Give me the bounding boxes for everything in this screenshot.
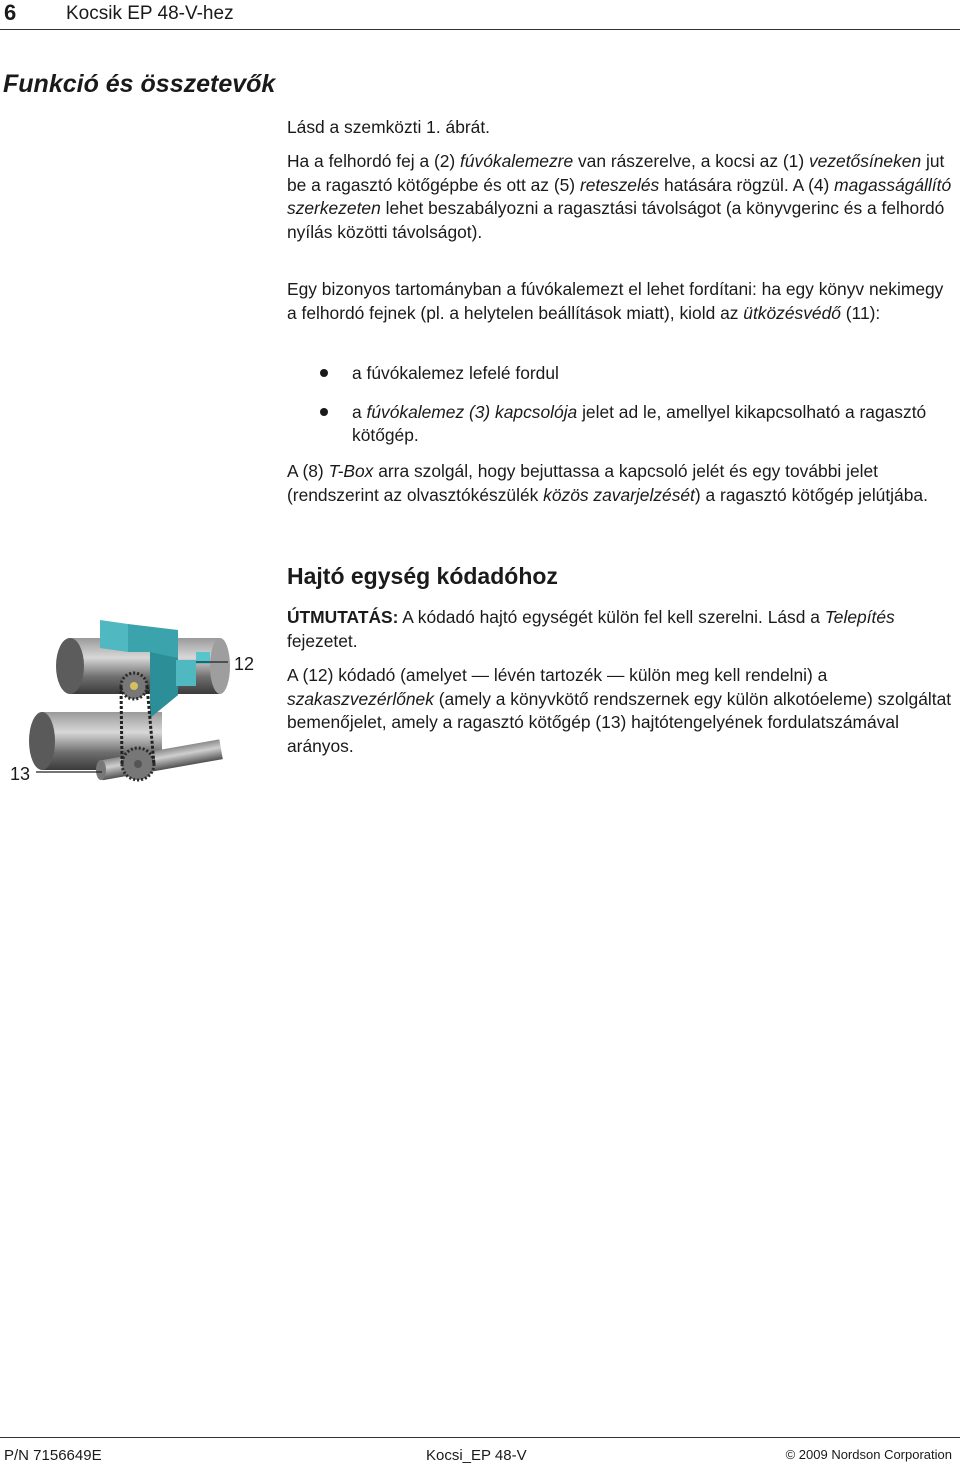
text-run: A (12) kódadó (amelyet — lévén tartozék — külön meg kell rendelni) a — [287, 665, 828, 685]
text-run: a — [352, 401, 367, 422]
text-run: van rászerelve, a kocsi az (1) — [573, 151, 809, 171]
term-guide-rails: vezetősíneken — [808, 151, 922, 171]
subsection-title: Hajtó egység kódadóhoz — [287, 563, 558, 589]
list-item-text: a fúvókalemez lefelé fordul — [352, 363, 559, 383]
list-item — [287, 362, 957, 386]
term-tbox: T-Box — [328, 461, 374, 481]
term-nozzle-plate: fúvókalemezre — [460, 151, 574, 171]
drive-unit-illustration — [0, 600, 270, 800]
footer-part-number: P/N 7156649E — [4, 1447, 102, 1464]
text-run: arra szolgál, hogy bejuttassa a kapcsoló jelét és egy további jelet (rendszerint az olvasztókészülék — [287, 461, 878, 505]
section-title: Funkció és összetevők — [3, 70, 276, 98]
footer-divider — [0, 1437, 960, 1438]
term-collision-guard: ütközésvédő — [743, 302, 841, 323]
paragraph-carriage-description — [287, 150, 957, 244]
text-run: A kódadó hajtó egységét külön fel kell szerelni. Lásd a — [398, 607, 825, 627]
paragraph-tbox — [287, 460, 957, 507]
text-run: hatására rögzül. A (4) — [659, 174, 835, 195]
text-run: A (8) — [287, 461, 329, 481]
text-run: Ha a felhordó fej a (2) — [287, 151, 461, 171]
paragraph-text: Lásd a szemközti 1. ábrát. — [287, 117, 490, 137]
term-zone-controller: szakaszvezérlőnek — [287, 688, 434, 709]
bullet-list — [287, 362, 957, 448]
text-run: Egy bizonyos tartományban a fúvókalemezt el lehet fordítani: ha egy könyv nekimegy a felhordó fejnek (pl. a helytelen beállítások miatt), kiold az — [287, 279, 944, 323]
page-number: 6 — [4, 0, 17, 25]
term-locking: reteszelés — [579, 174, 660, 195]
list-item — [287, 401, 957, 448]
note-paragraph — [287, 606, 957, 653]
bullet-icon — [320, 369, 328, 377]
text-run: lehet beszabályozni a ragasztási távolságot (a könyvgerinc és a felhordó nyílás közötti távolságot). — [287, 198, 945, 242]
note-label: ÚTMUTATÁS: — [287, 607, 399, 627]
text-run: jelet ad le, amellyel kikapcsolható a ragasztó kötőgép. — [352, 401, 927, 445]
term-installation: Telepítés — [824, 607, 895, 627]
text-run: jut be a ragasztó kötőgépbe és ott az (5) — [287, 151, 945, 195]
callout-12: 12 — [234, 654, 255, 674]
term-nozzle-switch: fúvókalemez (3) kapcsolója — [366, 401, 578, 422]
bullet-icon — [320, 408, 328, 416]
footer-copyright: © 2009 Nordson Corporation — [785, 1447, 952, 1462]
text-run: ) a ragasztó kötőgép jelútjába. — [694, 484, 928, 505]
footer-document: Kocsi_EP 48-V — [426, 1447, 527, 1464]
encoder-drive-figure — [0, 600, 270, 800]
paragraph-encoder — [287, 664, 957, 758]
paragraph-collision-protection — [287, 278, 957, 325]
text-run: fejezetet. — [287, 630, 358, 651]
header-divider — [0, 29, 960, 30]
header-title: Kocsik EP 48-V-hez — [66, 3, 234, 24]
text-run: (11): — [840, 302, 881, 323]
text-run: (amely a könyvkötő rendszernek egy külön alkotóeleme) szolgáltat bemenőjelet, amely a ragasztó kötőgép (13) hajtótengelyének fordulatszámával arányos. — [287, 688, 952, 756]
term-height-adjuster: magasságállító szerkezeten — [287, 174, 952, 218]
callout-13: 13 — [10, 764, 31, 784]
term-common-fault: közös zavarjelzését — [543, 484, 695, 505]
paragraph-see-figure — [287, 116, 957, 140]
